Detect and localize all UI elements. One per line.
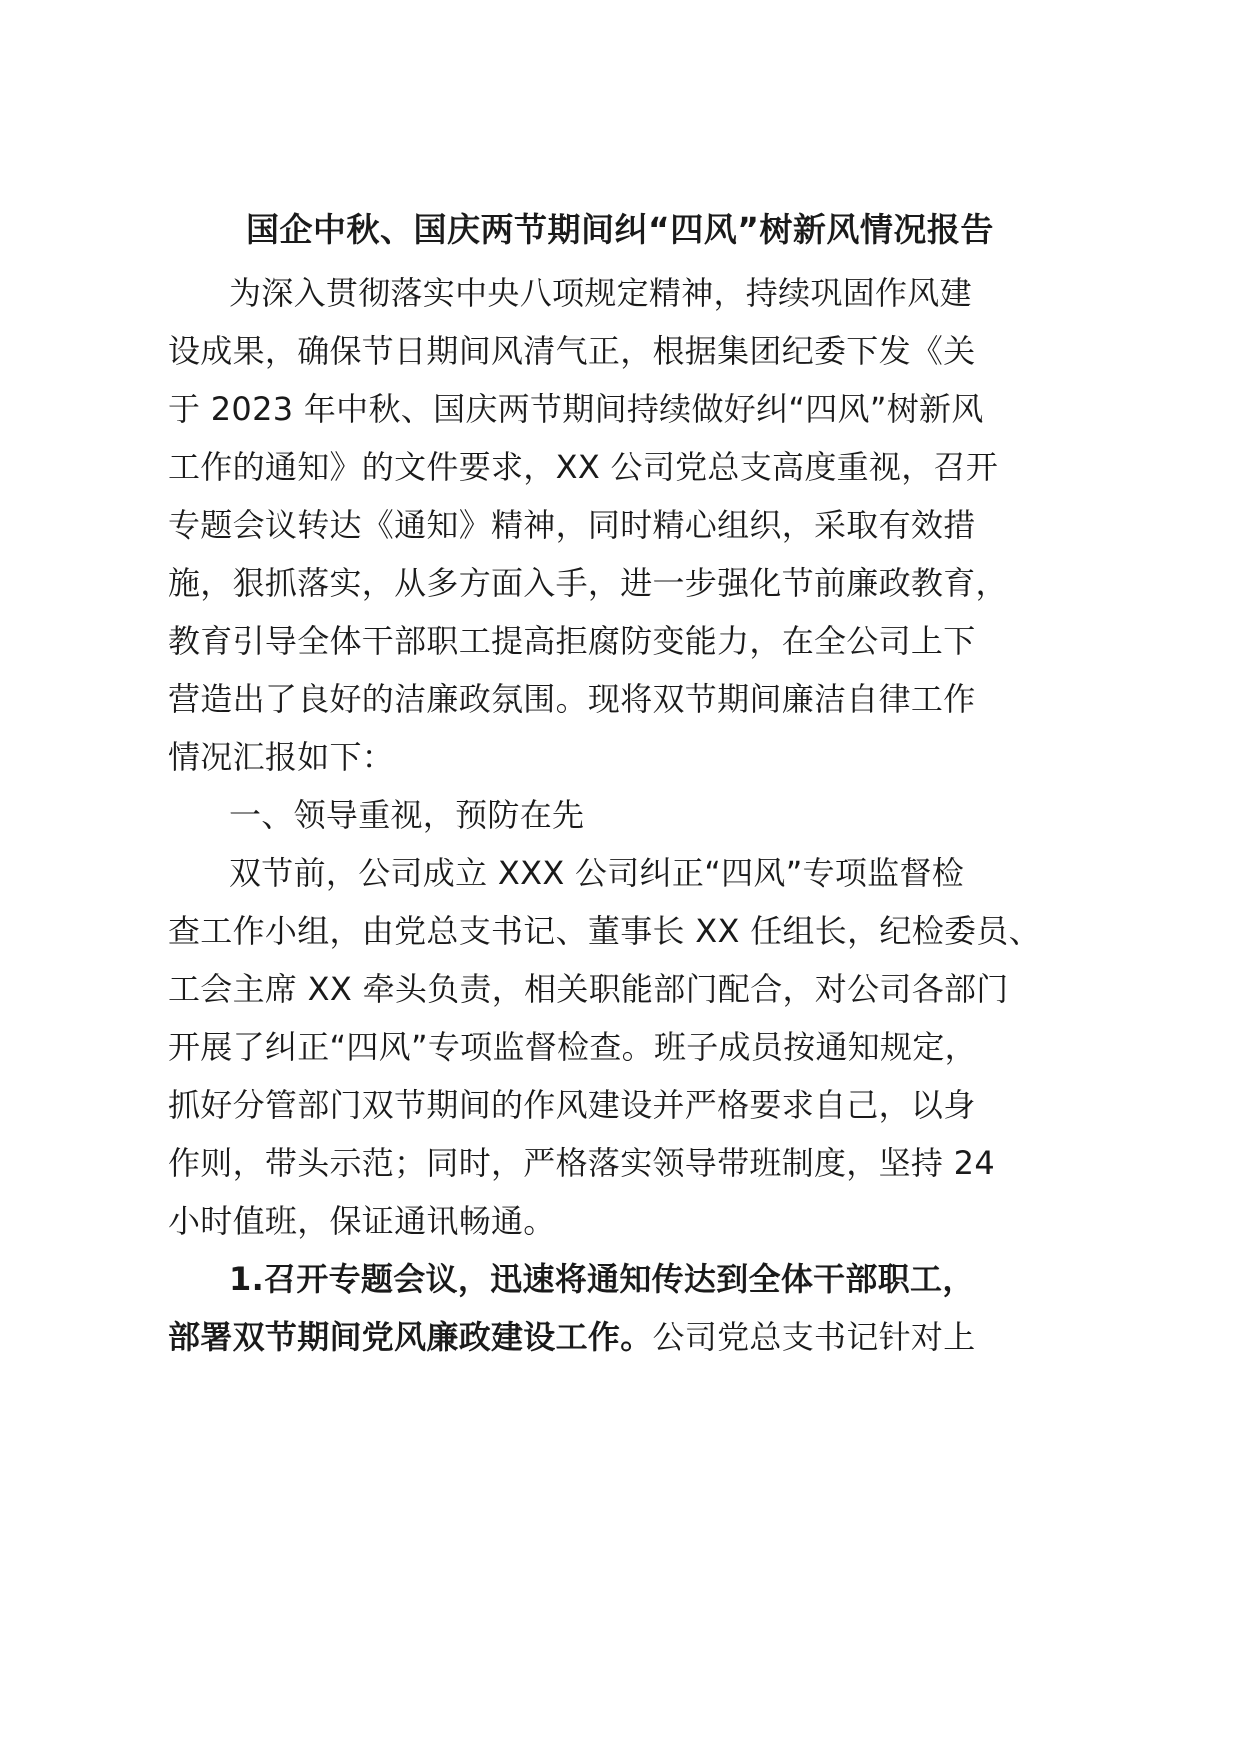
paragraph-line: 抓好分管部门双节期间的作风建设并严格要求自己，以身 (168, 1086, 976, 1124)
paragraph-line: 作则，带头示范；同时，严格落实领导带班制度，坚持 24 (168, 1144, 995, 1182)
paragraph-line: 工作的通知》的文件要求，XX 公司党总支高度重视，召开 (168, 448, 999, 486)
paragraph-line: 于 2023 年中秋、国庆两节期间持续做好纠“四风”树新风 (168, 390, 984, 428)
paragraph-line: 教育引导全体干部职工提高拒腐防变能力，在全公司上下 (168, 622, 976, 660)
paragraph-line: 营造出了良好的洁廉政氛围。现将双节期间廉洁自律工作 (168, 680, 976, 718)
paragraph-line: 施，狠抓落实，从多方面入手，进一步强化节前廉政教育， (168, 564, 1008, 602)
item-heading-continued: 部署双节期间党风廉政建设工作。 (168, 1318, 653, 1356)
paragraph-line: 双节前，公司成立 XXX 公司纠正“四风”专项监督检 (229, 854, 965, 892)
paragraph-line: 设成果，确保节日期间风清气正，根据集团纪委下发《关 (168, 332, 976, 370)
paragraph-line: 为深入贯彻落实中央八项规定精神，持续巩固作风建 (229, 274, 972, 312)
paragraph-line (168, 1313, 976, 1361)
paragraph-line: 情况汇报如下： (168, 738, 395, 776)
paragraph-line: 小时值班，保证通讯畅通。 (168, 1202, 556, 1240)
paragraph-line: 工会主席 XX 牵头负责，相关职能部门配合，对公司各部门 (168, 970, 1009, 1008)
paragraph-line: 查工作小组，由党总支书记、董事长 XX 任组长，纪检委员、 (168, 912, 1041, 950)
section-heading: 一、领导重视，预防在先 (229, 796, 585, 834)
paragraph-line: 专题会议转达《通知》精神，同时精心组织，采取有效措 (168, 506, 976, 544)
item-text: 公司党总支书记针对上 (652, 1318, 976, 1356)
item-heading: 1.召开专题会议，迅速将通知传达到全体干部职工， (229, 1260, 975, 1298)
paragraph-line: 开展了纠正“四风”专项监督检查。班子成员按通知规定， (168, 1028, 977, 1066)
document-title: 国企中秋、国庆两节期间纠“四风”树新风情况报告 (246, 210, 994, 249)
